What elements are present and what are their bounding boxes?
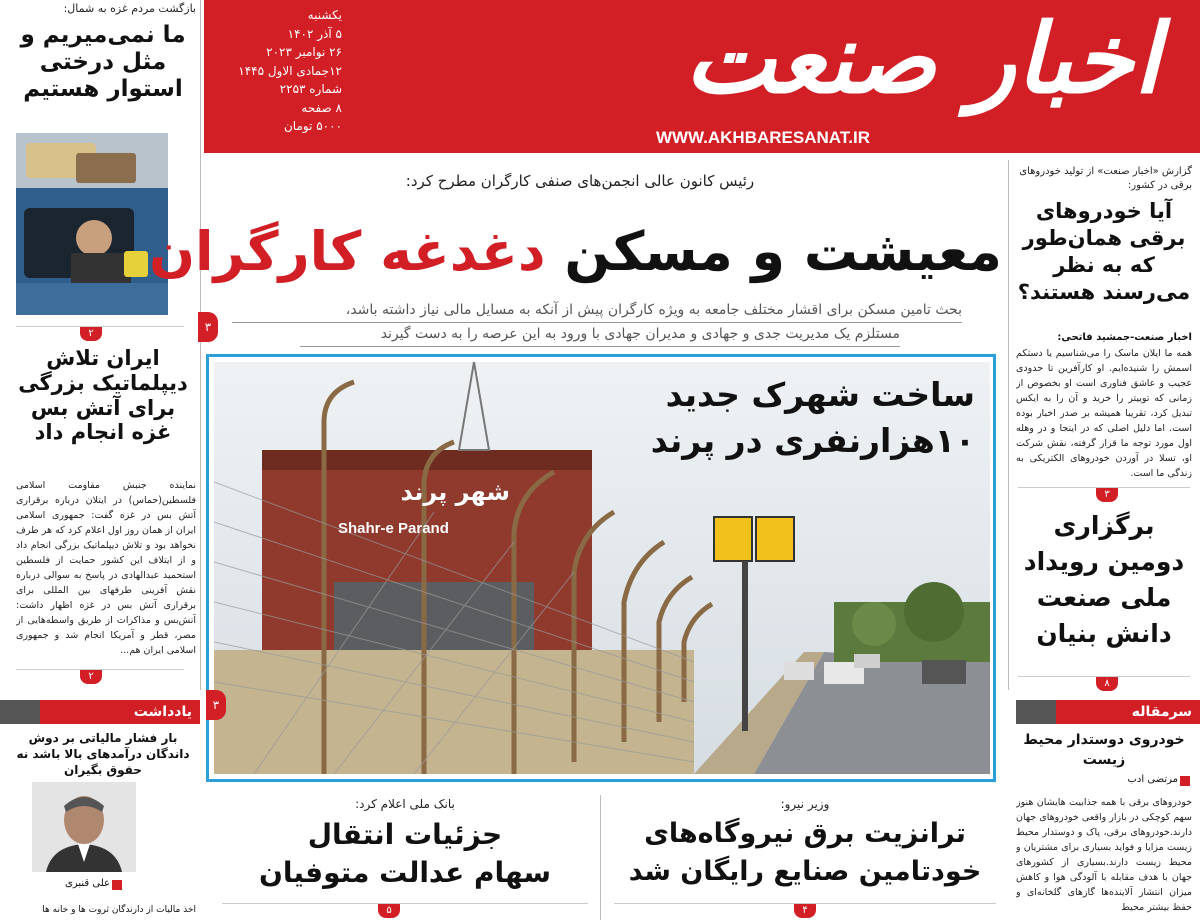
- opinion-bottom-line: اخذ مالیات از دارندگان ثروت ها و خانه ها: [42, 905, 196, 915]
- bottom-left-headline-1[interactable]: جزئیات انتقال: [307, 818, 503, 851]
- right-headline[interactable]: آیا خودروهای برقی همان‌طور که به نظر می‌رسند هستند؟: [1017, 199, 1191, 304]
- rule: [1018, 676, 1190, 677]
- rule: [222, 903, 588, 904]
- page-badge: ۸: [1096, 677, 1118, 691]
- arrow-icon: [0, 700, 40, 724]
- lead-subhead-2: مستلزم یک مدیریت جدی و جهادی و مدیران جهادی با ورود به این عرصه را به دست گیرند: [300, 322, 900, 347]
- author-name: علی قنبری: [65, 878, 110, 889]
- bottom-right-headline-2[interactable]: خودتامین صنایع رایگان شد: [628, 856, 982, 887]
- rule: [1018, 487, 1190, 488]
- left-story2-body: نماینده جنبش مقاومت اسلامی فلسطین(حماس) در ایتلان درباره برقراری آتش بس در غزه گفت: جمهوری اسلامی ایران از همان روز اول اعلام کرد که هر طرف نخواهد بود و تلاش دیپلماتیک بزرگی انجام داد و از ایتلاف این کشور حمایت از فلسطین استحمید عبدالهادی در پاسخ به سوالی درباره نقش آفرینی طرفهای بین المللی برای برقراری آتش بس در غزه اظهار داشت: آتش‌بس و مذاکرات از طریق واسطه‌هایی از مصر، قطر و آمریکا انجام شد و جمهوری اسلامی ایران هم...: [16, 480, 196, 656]
- author-photo: [32, 782, 136, 872]
- divider-bottom: [600, 795, 601, 920]
- lead-kicker: رئیس کانون عالی انجمن‌های صنفی کارگران مطرح کرد:: [405, 172, 755, 190]
- right-story2-headline[interactable]: برگزاری دومین رویداد ملی صنعت دانش بنیان: [1023, 511, 1185, 648]
- divider-left: [200, 0, 201, 690]
- page-badge: ۵: [378, 904, 400, 918]
- lead-subhead-1: بحث تامین مسکن برای اقشار مختلف جامعه به ویژه کارگران پیش از آنکه به مسایل مالی نیاز داشته باشد،: [232, 298, 962, 323]
- rule: [16, 669, 184, 670]
- opinion-section-bar: [0, 700, 200, 724]
- photo-headline-1[interactable]: ساخت شهرک جدید: [665, 375, 975, 414]
- author-photo-art: [32, 782, 136, 872]
- opinion-section-label: یادداشت: [133, 704, 192, 720]
- rule: [614, 903, 996, 904]
- bottom-left-headline-2[interactable]: سهام عدالت متوفیان: [258, 856, 552, 889]
- left-headline[interactable]: ما نمی‌میریم و مثل درختی استوار هستیم: [20, 22, 186, 103]
- website-url[interactable]: WWW.AKHBARESANAT.IR: [655, 128, 870, 147]
- page-badge: ۲: [80, 327, 102, 341]
- arrow-icon: [1016, 700, 1056, 724]
- editorial-section-bar: [1016, 700, 1200, 724]
- rule: [16, 326, 184, 327]
- gaza-photo: [16, 133, 168, 315]
- issue-date-hijri: ۱۲جمادی الاول ۱۴۴۵: [238, 63, 342, 78]
- page-badge: ۲: [80, 670, 102, 684]
- gaza-photo-art: [16, 133, 168, 315]
- issue-number: شماره ۲۲۵۳: [279, 82, 342, 96]
- page-count: ۸ صفحه: [301, 100, 342, 115]
- editorial-body: خودروهای برقی با همه جذابیت هایشان هنوز سهم کوچکی در بازار واقعی خودروهای جهان دارند.خودروهای برقی، پاک و دوستدار محیط زیست مزایا و فواید بسیاری برای مشتریان و محیط زیست دارند.بسیاری از کشورهای جهان با هدف مقابله با آلودگی هوا و کاهش میزان انتشار آلاینده‌ها گازهای گلخانه‌ای و حفظ بیشتر محیط: [1016, 797, 1192, 913]
- price: ۵۰۰۰ تومان: [283, 119, 342, 133]
- photo-page-badge: ۳: [206, 690, 226, 720]
- page-badge: ۳: [1096, 488, 1118, 502]
- bottom-right-headline-1[interactable]: ترانزیت برق نیروگاه‌های: [644, 818, 966, 849]
- editorial-section-label: سرمقاله: [1131, 704, 1192, 720]
- page-badge: ۴: [794, 904, 816, 918]
- newspaper-logo: اخبار صنعت: [684, 3, 1160, 115]
- sign-english: Shahr-e Parand: [338, 520, 449, 537]
- lead-headline[interactable]: [148, 220, 1002, 284]
- sign-persian: شهر پرند: [400, 478, 510, 506]
- issue-info: [212, 6, 342, 136]
- right-kicker: گزارش «اخبار صنعت» از تولید خودروهای برقی در کشور:: [1019, 166, 1192, 191]
- photo-headline-2[interactable]: ۱۰هزارنفری در پرند: [650, 421, 975, 460]
- editorial-headline[interactable]: خودروی دوستدار محیط زیست: [1023, 732, 1185, 768]
- divider-right: [1008, 160, 1009, 690]
- masthead: [204, 0, 1200, 153]
- opinion-headline[interactable]: بار فشار مالیاتی بر دوش داندگان درآمدهای بالا باشد نه حقوق بگیران: [16, 731, 190, 777]
- author-marker: [112, 880, 122, 890]
- issue-date-fa: ۵ آذر ۱۴۰۲: [287, 26, 342, 41]
- issue-day: یکشنبه: [307, 8, 342, 22]
- right-body: همه ما ایلان ماسک را می‌شناسیم یا دستکم اسمش را شنیده‌ایم. او کارآفرین تا حدودی عجیب و عاشق فناوری است‌ او بخصوص از زمانی که توییتر را خرید و آن را به ایکس تبدیل کرد، تقریبا همیشه بر صدر اخبار بوده است. اما دلیل اصلی که در اینجا و در وهله اول مورد توجه ما قرار گرفته، نقش شرکت او، تسلا در آوردن خودروهای الکتریکی به زندگی ما است.: [1016, 348, 1192, 478]
- editorial-author-marker: [1180, 776, 1190, 786]
- bottom-right-kicker: وزیر نیرو:: [780, 797, 830, 811]
- left-story2-headline[interactable]: ایران تلاش دیپلماتیک بزرگی برای آتش بس غزه انجام داد: [18, 346, 188, 445]
- lead-headline-black: معیشت و مسکن: [564, 220, 1002, 283]
- bottom-left-kicker: بانک ملی اعلام کرد:: [355, 797, 455, 811]
- right-byline: اخبار صنعت-جمشید فاتحی:: [1057, 332, 1192, 343]
- lead-page-badge: ۳: [198, 312, 218, 342]
- lead-headline-red: دغدغه کارگران: [148, 220, 546, 283]
- left-kicker: بازگشت مردم غزه به شمال:: [63, 2, 196, 15]
- editorial-author: مرتضی ادب: [1127, 774, 1178, 785]
- issue-date-en: ۲۶ نوامبر ۲۰۲۳: [266, 45, 342, 59]
